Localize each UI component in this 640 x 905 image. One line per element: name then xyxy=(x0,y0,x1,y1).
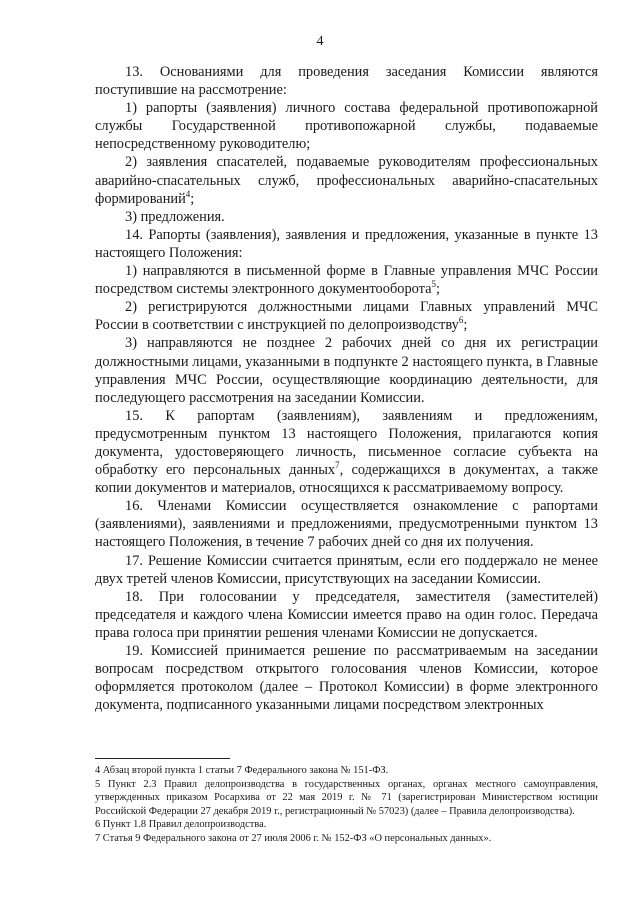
paragraph-13: 13. Основаниями для проведения заседания Комиссии являются поступившие на рассмотрение: xyxy=(95,64,598,99)
paragraph-14-item-3: 3) направляются не позднее 2 рабочих дней со дня их регистрации должностными лицами, указанными в подпункте 2 настоящего пункта, в Главные управления МЧС России, осуществляющие координацию деятельности, для последующего рассмотрения на заседании Комиссии. xyxy=(95,335,598,406)
paragraph-13-item-2-text: 2) заявления спасателей, подаваемые руководителям профессиональных аварийно-спасательных служб, профессиональных аварийно-спасательных формирований xyxy=(95,154,598,207)
footnote-6: 6 Пункт 1.8 Правил делопроизводства. xyxy=(95,819,267,831)
paragraph-13-item-1: 1) рапорты (заявления) личного состава федеральной противопожарной службы Государственной противопожарной службы, подаваемые непосредственному руководителю; xyxy=(95,100,598,153)
page-number: 4 xyxy=(316,34,324,49)
footnote-5: 5 Пункт 2.3 Правил делопроизводства в государственных органах, органах местного самоуправления, утвержденных приказом Росархива от 22 мая 2019 г. № 71 (зарегистрирован Министерством юстиции Российской Федерации 27 декабря 2019 г., регистрационный № 57023) (далее – Правила делопроизводства). xyxy=(95,778,598,817)
paragraph-19: 19. Комиссией принимается решение по рассматриваемым на заседании вопросам посредством открытого голосования членов Комиссии, которое оформляется протоколом (далее – Протокол Комиссии) в форме электронного документа, подписанного указанными лицами посредством электронных xyxy=(95,643,598,714)
paragraph-13-item-2 xyxy=(95,153,598,207)
footnote-divider xyxy=(95,758,230,759)
footnote-4: 4 Абзац второй пункта 1 статьи 7 Федерального закона № 151-ФЗ. xyxy=(95,765,389,776)
footnote-7: 7 Статья 9 Федерального закона от 27 июля 2006 г. № 152-ФЗ «О персональных данных». xyxy=(95,832,492,844)
footnote-mark-5: 5 xyxy=(431,279,437,290)
paragraph-17: 17. Решение Комиссии считается принятым, если его поддержало не менее двух третей членов Комиссии, присутствующих на заседании Комиссии. xyxy=(95,552,598,587)
footnote-mark-7: 7 xyxy=(335,460,340,471)
paragraph-15 xyxy=(95,407,598,497)
punctuation: ; xyxy=(190,190,195,207)
paragraph-15-text-end: , содержащихся в документах, а также копии документов и материалов, относящихся к рассматриваемому вопросу. xyxy=(95,462,598,497)
paragraph-16: 16. Членами Комиссии осуществляется ознакомление с рапортами (заявлениями), заявлениями и предложениями, предусмотренными пунктом 13 настоящего Положения, в течение 7 рабочих дней со дня их получения. xyxy=(95,498,598,551)
paragraph-13-item-3: 3) предложения. xyxy=(125,208,225,225)
paragraph-14-item-2 xyxy=(95,298,598,334)
paragraph-14-item-2-text: 2) регистрируются должностными лицами Главных управлений МЧС России в соответствии с инструкцией по делопроизводству xyxy=(95,299,598,334)
punctuation: ; xyxy=(436,281,441,298)
paragraph-15-text-start: 15. К рапортам (заявлениям), заявлениям и предложениям, предусмотренным пунктом 13 настоящего Положения, прилагаются копия документа, удостоверяющего личность, письменное согласие субъекта на обработку его персональных данных xyxy=(95,407,598,479)
paragraph-14-item-1 xyxy=(95,262,598,298)
punctuation: ; xyxy=(463,317,468,334)
paragraph-18: 18. При голосовании у председателя, заместителя (заместителей) председателя и каждого члена Комиссии имеется право на один голос. Передача права голоса при принятии решения членами Комиссии не допускается. xyxy=(95,588,598,641)
footnotes xyxy=(95,764,598,846)
footnote-mark-6: 6 xyxy=(458,315,464,326)
document-body xyxy=(95,63,598,714)
footnote-mark-4: 4 xyxy=(185,188,191,199)
paragraph-14-item-1-text: 1) направляются в письменной форме в Главные управления МЧС России посредством системы электронного документооборота xyxy=(95,263,598,298)
paragraph-14: 14. Рапорты (заявления), заявления и предложения, указанные в пункте 13 настоящего Положения: xyxy=(95,226,598,261)
